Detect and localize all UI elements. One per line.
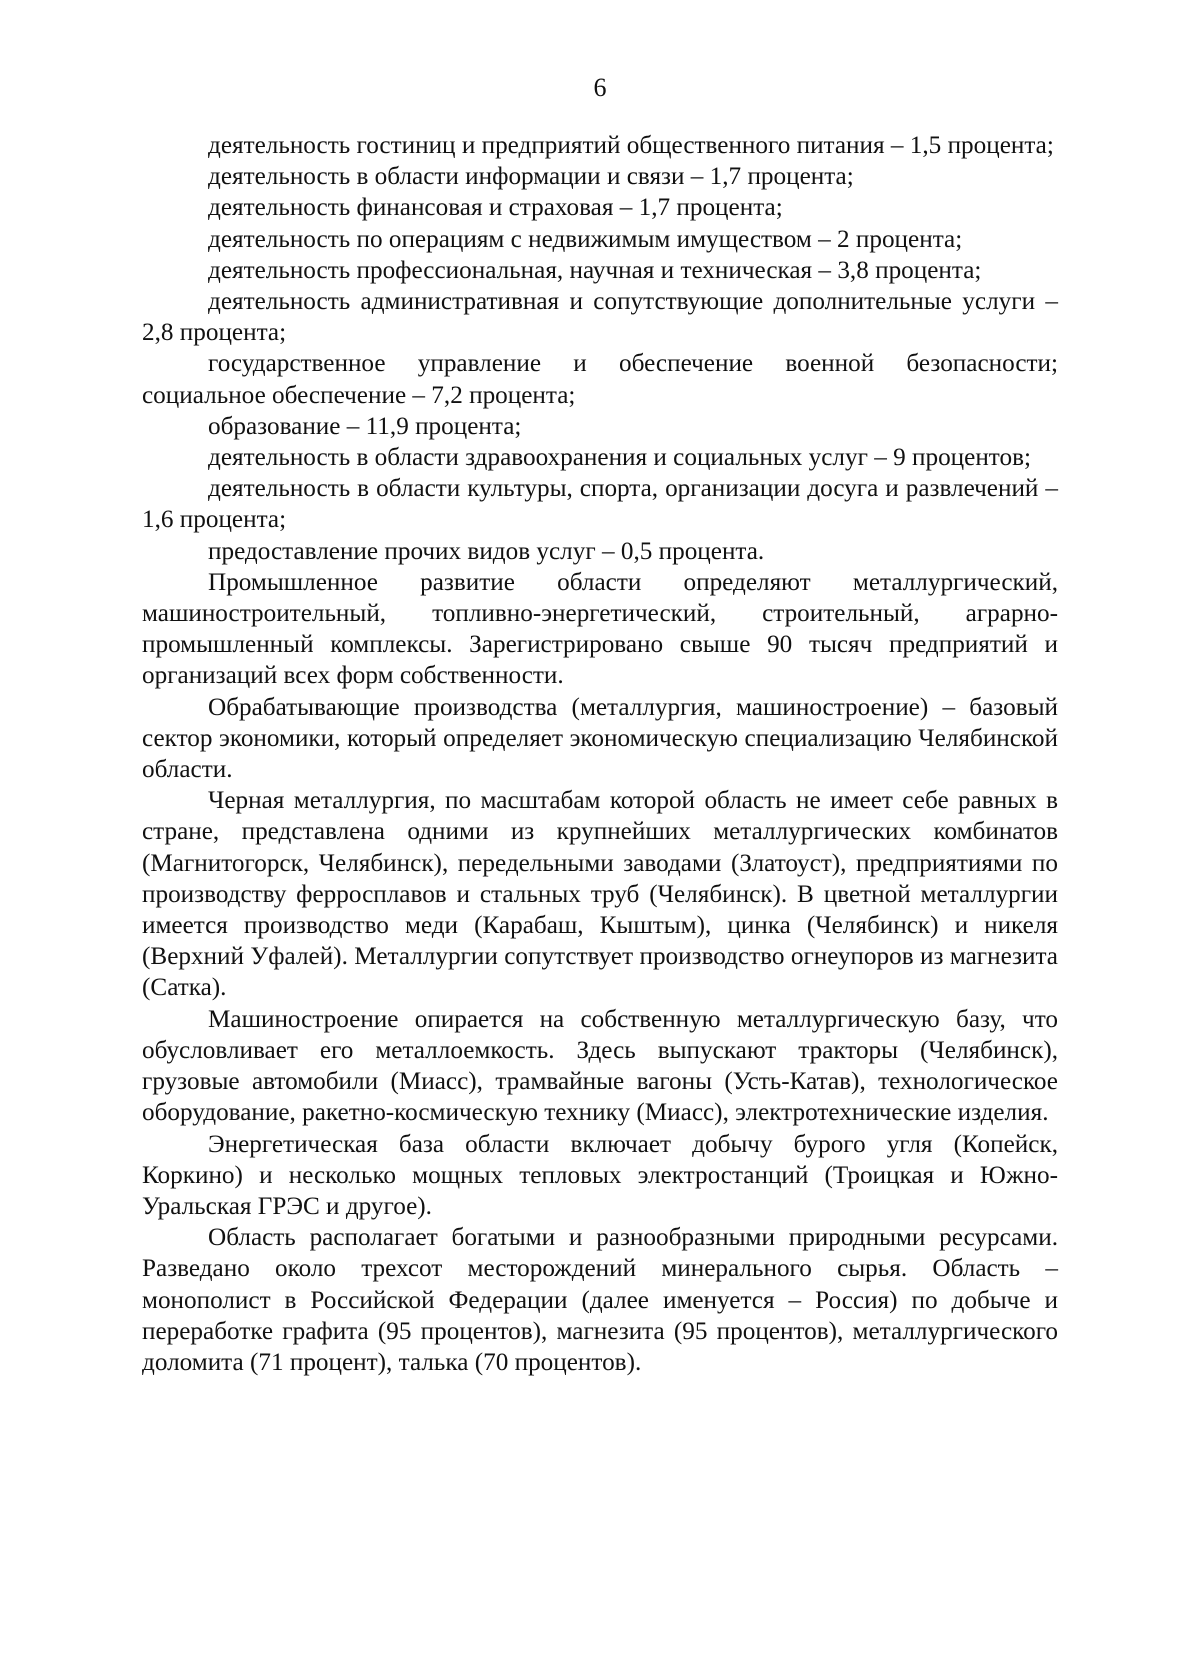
paragraph-natural-resources: Область располагает богатыми и разнообразными природными ресурсами. Разведано около трехсот месторождений минерального сырья. Область – монополист в Российской Федерации (далее именуется – Россия) по добыче и переработке графита (95 процентов), магнезита (95 процентов), металлургического доломита (71 процент), талька (70 процентов). [142, 1224, 1058, 1376]
paragraph-information: деятельность в области информации и связи – 1,7 процента; [208, 163, 854, 191]
paragraph-education: образование – 11,9 процента; [208, 412, 522, 440]
paragraph-ferrous-metallurgy: Черная металлургия, по масштабам которой область не имеет себе равных в стране, представлена одними из крупнейших металлургических комбинатов (Магнитогорск, Челябинск), передельными заводами (Златоуст), предприятиями по производству ферросплавов и стальных труб (Челябинск). В цветной металлургии имеется производство меди (Карабаш, Кыштым), цинка (Челябинск) и никеля (Верхний Уфалей). Металлургии сопутствует производство огнеупоров из магнезита (Сатка). [142, 787, 1058, 1002]
paragraph-real-estate: деятельность по операциям с недвижимым имуществом – 2 процента; [208, 225, 963, 253]
paragraph-machine-building: Машиностроение опирается на собственную металлургическую базу, что обусловливает его металлоемкость. Здесь выпускают тракторы (Челябинск), грузовые автомобили (Миасс), трамвайные вагоны (Усть-Катав), технологическое оборудование, ракетно-космическую технику (Миасс), электротехнические изделия. [142, 1005, 1058, 1127]
paragraph-industrial-development: Промышленное развитие области определяют металлургический, машиностроительный, топливно-энергетический, строительный, аграрно-промышленный комплексы. Зарегистрировано свыше 90 тысяч предприятий и организаций всех форм собственности. [142, 568, 1058, 690]
document-body [142, 130, 1058, 1378]
paragraph-administrative: деятельность административная и сопутствующие дополнительные услуги – 2,8 процента; [142, 288, 1058, 347]
paragraph-finance: деятельность финансовая и страховая – 1,7 процента; [208, 194, 783, 222]
paragraph-other-services: предоставление прочих видов услуг – 0,5 процента. [208, 537, 765, 565]
paragraph-professional: деятельность профессиональная, научная и техническая – 3,8 процента; [208, 256, 982, 284]
paragraph-healthcare: деятельность в области здравоохранения и социальных услуг – 9 процентов; [208, 444, 1031, 472]
paragraph-hotels: деятельность гостиниц и предприятий общественного питания – 1,5 процента; [208, 132, 1054, 159]
paragraph-energy: Энергетическая база области включает добычу бурого угля (Копейск, Коркино) и несколько мощных тепловых электростанций (Троицкая и Южно-Уральская ГРЭС и другое). [142, 1130, 1058, 1220]
paragraph-manufacturing: Обрабатывающие производства (металлургия, машиностроение) – базовый сектор экономики, который определяет экономическую специализацию Челябинской области. [142, 693, 1058, 784]
paragraph-public-administration: государственное управление и обеспечение военной безопасности; социальное обеспечение – 7,2 процента; [142, 350, 1058, 409]
paragraph-culture: деятельность в области культуры, спорта, организации досуга и развлечений – 1,6 процента; [142, 475, 1058, 534]
page-number: 6 [593, 73, 607, 102]
